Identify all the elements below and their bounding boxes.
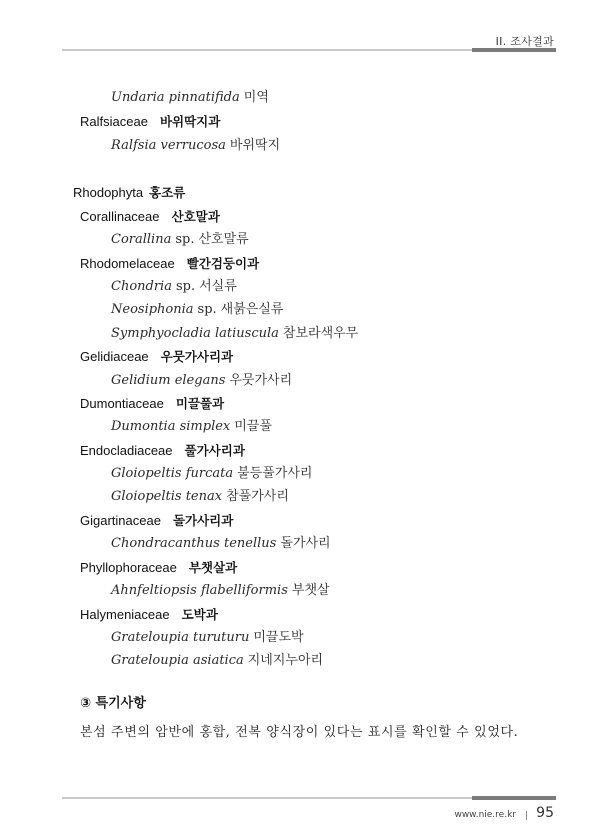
family-latin-name: Rhodomelaceae bbox=[80, 256, 175, 271]
scientific-name: Grateloupia turuturu bbox=[111, 630, 250, 645]
family-latin-name: Ralfsiaceae bbox=[80, 114, 148, 129]
family-heading bbox=[80, 114, 220, 131]
species-entry bbox=[111, 90, 269, 106]
family-latin-name: Corallinaceae bbox=[80, 209, 160, 224]
family-korean-name: 바위딱지과 bbox=[159, 114, 221, 129]
phylum-heading bbox=[73, 185, 185, 202]
footer-url: www.nie.re.kr bbox=[454, 810, 516, 820]
family-latin-name: Endocladiaceae bbox=[80, 443, 173, 458]
family-korean-name: 돌가사리과 bbox=[172, 513, 234, 528]
species-entry bbox=[111, 630, 304, 646]
scientific-name: Ralfsia verrucosa bbox=[111, 138, 226, 153]
korean-name: 새붉은실류 bbox=[220, 302, 284, 317]
family-korean-name: 부챗살과 bbox=[188, 560, 238, 575]
species-entry bbox=[111, 653, 323, 669]
species-abbreviation: sp. bbox=[175, 279, 196, 294]
family-korean-name: 산호말과 bbox=[171, 209, 220, 224]
korean-name: 부챗살 bbox=[291, 583, 330, 598]
family-latin-name: Gigartinaceae bbox=[80, 513, 161, 528]
korean-name: 산호말류 bbox=[198, 232, 249, 247]
section-heading: ③ 특기사항 bbox=[80, 696, 146, 711]
family-korean-name: 도박과 bbox=[181, 607, 218, 622]
scientific-name: Dumontia simplex bbox=[111, 419, 231, 434]
scientific-name: Ahnfeltiopsis flabelliformis bbox=[111, 583, 288, 598]
korean-name: 참풀가사리 bbox=[226, 489, 289, 504]
species-entry bbox=[111, 583, 330, 599]
phylum-korean-name: 홍조류 bbox=[149, 185, 186, 200]
scientific-name: Gelidium elegans bbox=[111, 373, 226, 388]
species-entry bbox=[111, 302, 283, 318]
scientific-name: Gloiopeltis tenax bbox=[111, 489, 223, 504]
scientific-name: Undaria pinnatifida bbox=[111, 90, 240, 105]
scientific-name: Grateloupia asiatica bbox=[111, 653, 244, 668]
header-rule bbox=[62, 49, 556, 51]
species-abbreviation: sp. bbox=[175, 232, 195, 247]
family-korean-name: 풀가사리과 bbox=[184, 443, 245, 458]
korean-name: 미끌풀 bbox=[234, 419, 272, 434]
species-entry bbox=[111, 138, 280, 154]
phylum-latin-name: Rhodophyta bbox=[73, 185, 144, 200]
scientific-name: Chondria bbox=[111, 279, 172, 294]
species-abbreviation: sp. bbox=[197, 302, 217, 317]
scientific-name: Gloiopeltis furcata bbox=[111, 466, 234, 481]
korean-name: 불등풀가사리 bbox=[237, 466, 313, 481]
family-heading bbox=[80, 396, 224, 413]
species-entry bbox=[111, 536, 331, 552]
species-entry bbox=[111, 489, 289, 505]
page-number: 95 bbox=[536, 805, 554, 821]
species-entry bbox=[111, 326, 358, 342]
family-heading bbox=[80, 209, 220, 226]
family-latin-name: Gelidiaceae bbox=[80, 349, 149, 364]
header-rule-accent bbox=[472, 48, 556, 52]
family-latin-name: Dumontiaceae bbox=[80, 396, 164, 411]
korean-name: 서실류 bbox=[199, 279, 237, 294]
family-heading bbox=[80, 349, 233, 366]
family-korean-name: 빨간검둥이과 bbox=[186, 256, 260, 271]
family-latin-name: Phyllophoraceae bbox=[80, 560, 177, 575]
species-entry bbox=[111, 373, 292, 389]
species-entry bbox=[111, 419, 272, 435]
korean-name: 지네지누아리 bbox=[247, 653, 324, 668]
scientific-name: Corallina bbox=[111, 232, 172, 247]
species-entry bbox=[111, 232, 249, 248]
korean-name: 돌가사리 bbox=[280, 536, 331, 551]
korean-name: 우뭇가사리 bbox=[229, 373, 293, 388]
species-entry bbox=[111, 279, 237, 295]
body-paragraph: 본섬 주변의 암반에 홍합, 전복 양식장이 있다는 표시를 확인할 수 있었다. bbox=[80, 725, 519, 740]
korean-name: 바위딱지 bbox=[229, 138, 281, 153]
scientific-name: Neosiphonia bbox=[111, 302, 194, 317]
scientific-name: Chondracanthus tenellus bbox=[111, 536, 277, 551]
family-heading bbox=[80, 607, 218, 624]
korean-name: 미끌도박 bbox=[253, 630, 304, 645]
family-korean-name: 우뭇가사리과 bbox=[160, 349, 234, 364]
korean-name: 참보라색우무 bbox=[282, 326, 359, 341]
family-heading bbox=[80, 443, 245, 460]
family-latin-name: Halymeniaceae bbox=[80, 607, 170, 622]
footer-separator bbox=[526, 811, 527, 820]
family-heading bbox=[80, 560, 237, 577]
family-heading bbox=[80, 513, 233, 530]
korean-name: 미역 bbox=[243, 90, 269, 105]
running-header: II. 조사결과 bbox=[495, 35, 554, 48]
scientific-name: Symphyocladia latiuscula bbox=[111, 326, 279, 341]
footer-rule bbox=[62, 797, 556, 799]
family-heading bbox=[80, 256, 259, 273]
footer-rule-accent bbox=[472, 796, 556, 800]
family-korean-name: 미끌풀과 bbox=[175, 396, 225, 411]
species-entry bbox=[111, 466, 312, 482]
